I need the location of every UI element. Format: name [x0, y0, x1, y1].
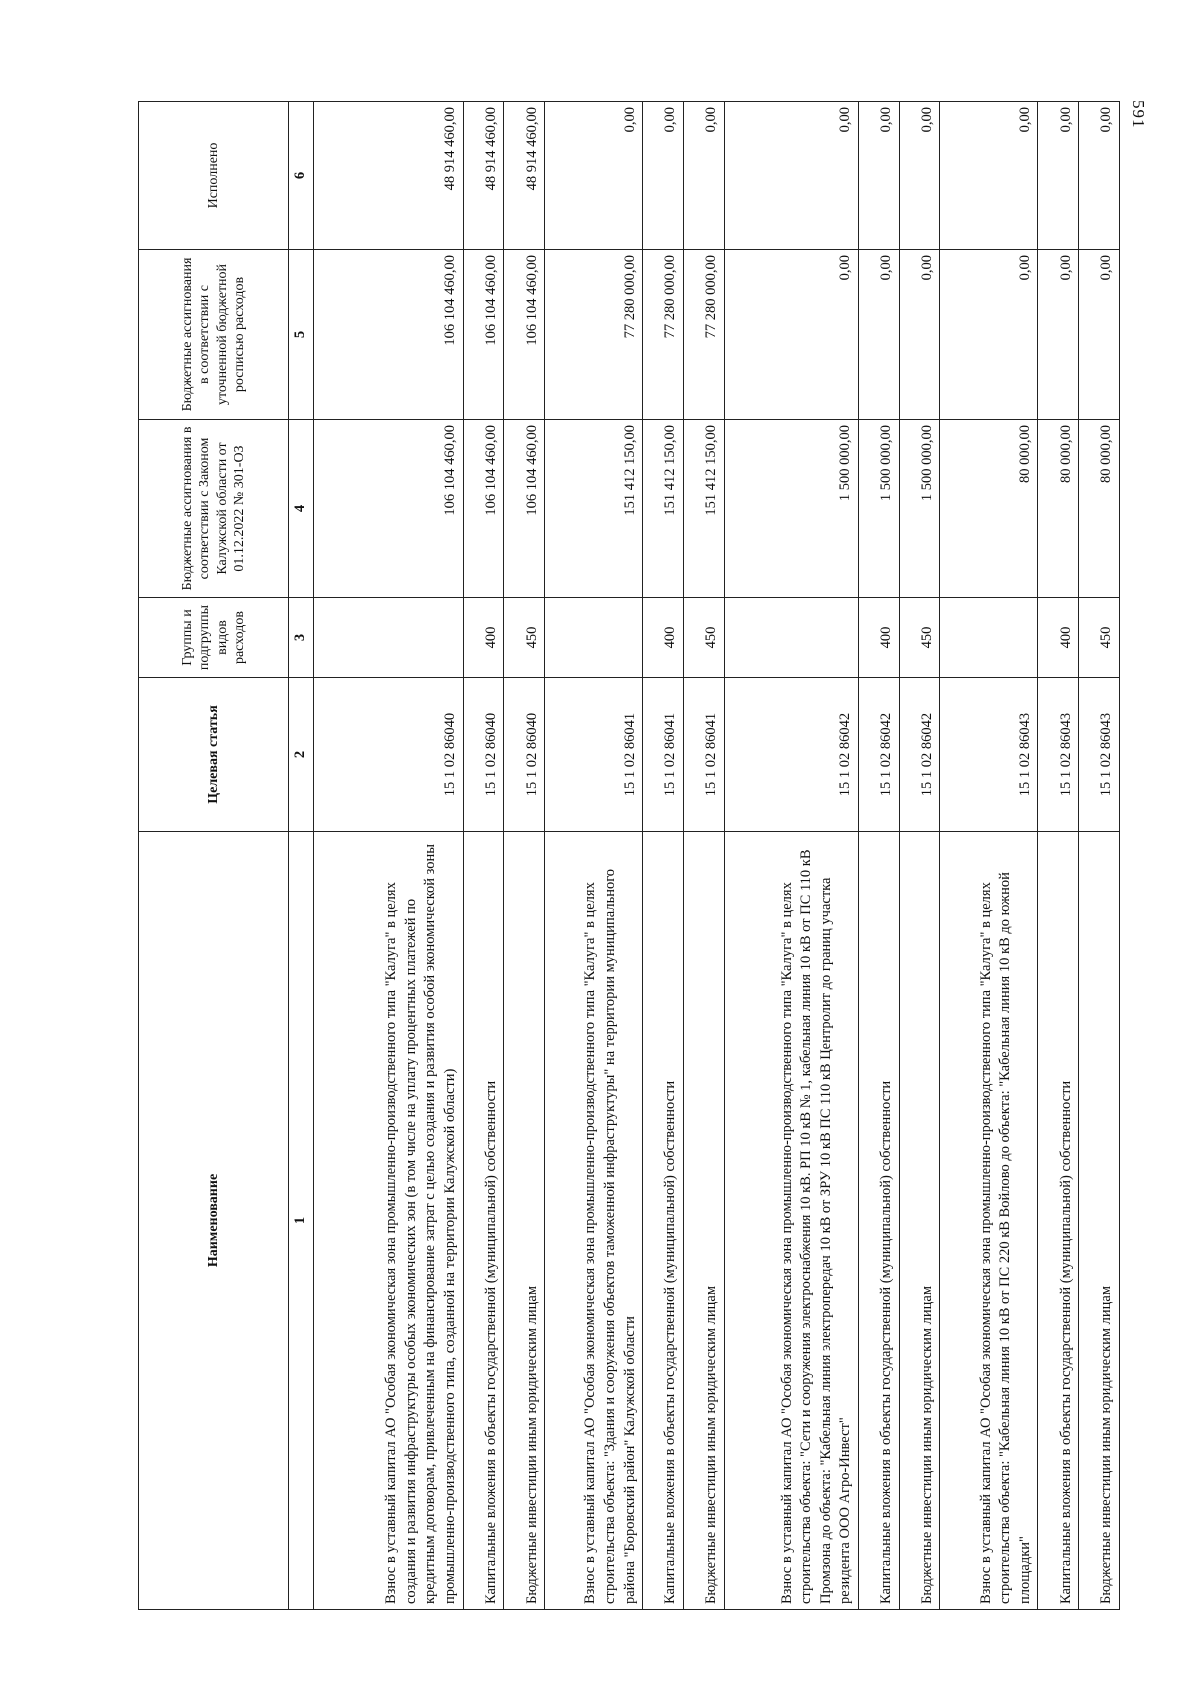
table-row — [504, 102, 545, 1610]
row-group: 450 — [899, 598, 940, 678]
row-executed: 0,00 — [683, 102, 724, 250]
row-name: Капитальные вложения в объекты государственной (муниципальной) собственности — [463, 832, 504, 1610]
row-target: 15 1 02 86040 — [463, 678, 504, 832]
header-row — [139, 102, 289, 1610]
row-executed: 48 914 460,00 — [463, 102, 504, 250]
column-number: 1 — [289, 832, 314, 1610]
row-target: 15 1 02 86042 — [858, 678, 899, 832]
row-group: 400 — [858, 598, 899, 678]
row-schedule: 0,00 — [1038, 250, 1079, 420]
row-schedule: 0,00 — [1079, 250, 1120, 420]
row-law: 1 500 000,00 — [858, 420, 899, 598]
row-target: 15 1 02 86042 — [724, 678, 858, 832]
row-target: 15 1 02 86041 — [643, 678, 684, 832]
row-schedule: 77 280 000,00 — [683, 250, 724, 420]
header-name: Наименование — [139, 832, 289, 1610]
page-number: 591 — [1129, 100, 1148, 129]
row-name: Капитальные вложения в объекты государственной (муниципальной) собственности — [1038, 832, 1079, 1610]
row-executed: 0,00 — [1038, 102, 1079, 250]
row-target: 15 1 02 86043 — [1038, 678, 1079, 832]
table-row — [724, 102, 858, 1610]
row-group — [313, 598, 463, 678]
row-target: 15 1 02 86042 — [899, 678, 940, 832]
row-name: Бюджетные инвестиции иным юридическим лицам — [1079, 832, 1120, 1610]
row-group: 400 — [463, 598, 504, 678]
row-target: 15 1 02 86040 — [504, 678, 545, 832]
column-number: 3 — [289, 598, 314, 678]
budget-table-container — [138, 102, 1120, 1610]
row-schedule: 106 104 460,00 — [463, 250, 504, 420]
row-group: 450 — [504, 598, 545, 678]
row-schedule: 0,00 — [899, 250, 940, 420]
row-law: 151 412 150,00 — [643, 420, 684, 598]
row-target: 15 1 02 86041 — [683, 678, 724, 832]
row-law: 106 104 460,00 — [504, 420, 545, 598]
budget-table — [138, 101, 1120, 1610]
row-law: 106 104 460,00 — [313, 420, 463, 598]
row-schedule: 106 104 460,00 — [504, 250, 545, 420]
row-law: 1 500 000,00 — [724, 420, 858, 598]
row-executed: 48 914 460,00 — [504, 102, 545, 250]
table-row — [313, 102, 463, 1610]
row-law: 80 000,00 — [940, 420, 1038, 598]
row-name: Капитальные вложения в объекты государственной (муниципальной) собственности — [643, 832, 684, 1610]
row-name: Бюджетные инвестиции иным юридическим лицам — [899, 832, 940, 1610]
row-target: 15 1 02 86040 — [313, 678, 463, 832]
row-group — [940, 598, 1038, 678]
row-law: 151 412 150,00 — [683, 420, 724, 598]
table-row — [858, 102, 899, 1610]
row-law: 151 412 150,00 — [545, 420, 643, 598]
header-groups: Группы и подгруппы видов расходов — [139, 598, 289, 678]
table-row — [463, 102, 504, 1610]
row-schedule: 0,00 — [724, 250, 858, 420]
row-name: Взнос в уставный капитал АО "Особая экономическая зона промышленно-производственного типа "Калуга" в целях строительства объекта: "Сети и сооружения электроснабжения 10 кВ. РП 10 кВ № 1, кабельная линия 10 кВ от ПС 110 кВ Промзона до объекта: "Кабельная линия электропередач 10 кВ от ЗРУ 10 кВ ПС 110 кВ Центролит до границ участка резидента ООО Агро-Инвест" — [724, 832, 858, 1610]
table-row — [683, 102, 724, 1610]
row-group: 400 — [643, 598, 684, 678]
header-schedule: Бюджетные ассигнования в соответствии с уточненной бюджетной росписью расходов — [139, 250, 289, 420]
row-target: 15 1 02 86043 — [1079, 678, 1120, 832]
row-group — [724, 598, 858, 678]
row-name: Бюджетные инвестиции иным юридическим лицам — [683, 832, 724, 1610]
row-law: 106 104 460,00 — [463, 420, 504, 598]
row-schedule: 77 280 000,00 — [545, 250, 643, 420]
row-schedule: 0,00 — [858, 250, 899, 420]
row-name: Взнос в уставный капитал АО "Особая экономическая зона промышленно-производственного типа "Калуга" в целях строительства объекта: "Здания и сооружения объектов таможенной инфраструктуры" на территории муниципального района "Боровский район" Калужской области — [545, 832, 643, 1610]
row-schedule: 77 280 000,00 — [643, 250, 684, 420]
column-number: 6 — [289, 102, 314, 250]
row-schedule: 0,00 — [940, 250, 1038, 420]
row-executed: 0,00 — [545, 102, 643, 250]
row-group: 450 — [683, 598, 724, 678]
column-number: 2 — [289, 678, 314, 832]
table-row — [643, 102, 684, 1610]
table-row — [940, 102, 1038, 1610]
row-executed: 0,00 — [899, 102, 940, 250]
row-schedule: 106 104 460,00 — [313, 250, 463, 420]
row-executed: 0,00 — [940, 102, 1038, 250]
header-executed: Исполнено — [139, 102, 289, 250]
column-number-row — [289, 102, 314, 1610]
row-executed: 0,00 — [1079, 102, 1120, 250]
table-row — [899, 102, 940, 1610]
row-name: Капитальные вложения в объекты государственной (муниципальной) собственности — [858, 832, 899, 1610]
row-name: Взнос в уставный капитал АО "Особая экономическая зона промышленно-производственного типа "Калуга" в целях строительства объекта: "Кабельная линия 10 кВ от ПС 220 кВ Войлово до объекта: "Кабельная линия 10 кВ до южной площадки" — [940, 832, 1038, 1610]
row-executed: 48 914 460,00 — [313, 102, 463, 250]
header-target: Целевая статья — [139, 678, 289, 832]
table-row — [1038, 102, 1079, 1610]
row-executed: 0,00 — [643, 102, 684, 250]
row-target: 15 1 02 86043 — [940, 678, 1038, 832]
table-row — [1079, 102, 1120, 1610]
row-executed: 0,00 — [858, 102, 899, 250]
column-number: 5 — [289, 250, 314, 420]
row-law: 80 000,00 — [1079, 420, 1120, 598]
row-group — [545, 598, 643, 678]
row-name: Бюджетные инвестиции иным юридическим лицам — [504, 832, 545, 1610]
row-law: 1 500 000,00 — [899, 420, 940, 598]
row-executed: 0,00 — [724, 102, 858, 250]
column-number: 4 — [289, 420, 314, 598]
header-law: Бюджетные ассигнования в соответствии с Законом Калужской области от 01.12.2022 № 301-ОЗ — [139, 420, 289, 598]
row-name: Взнос в уставный капитал АО "Особая экономическая зона промышленно-производственного типа "Калуга" в целях создания и развития инфраструктуры особых экономических зон (в том числе на уплату процентных платежей по кредитным договорам, привлеченным на финансирование затрат с целью создания и развития особой экономической зоны промышленно-производственного типа, созданной на территории Калужской области) — [313, 832, 463, 1610]
row-group: 450 — [1079, 598, 1120, 678]
row-target: 15 1 02 86041 — [545, 678, 643, 832]
row-group: 400 — [1038, 598, 1079, 678]
row-law: 80 000,00 — [1038, 420, 1079, 598]
table-row — [545, 102, 643, 1610]
